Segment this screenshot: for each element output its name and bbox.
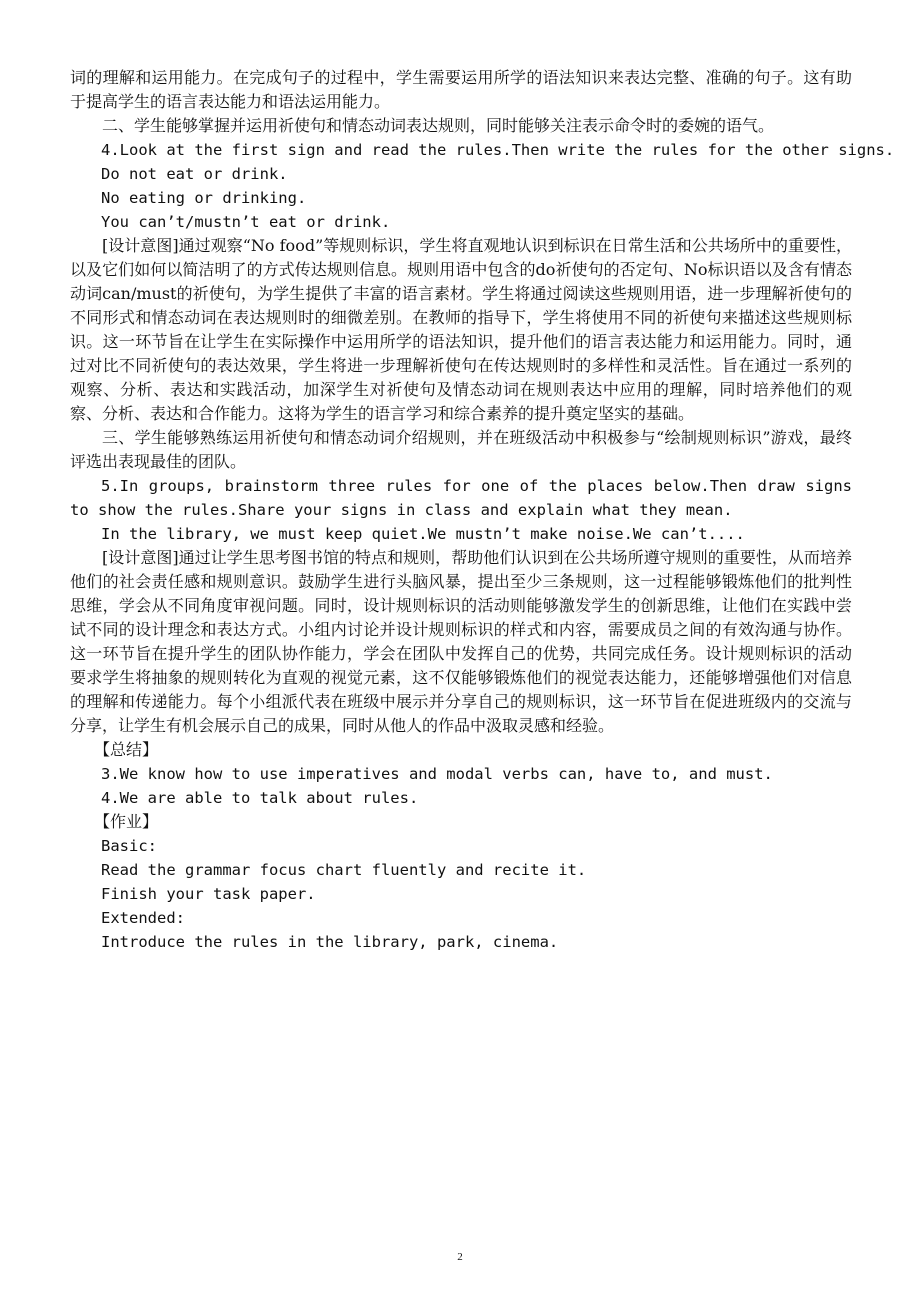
- document-body: [70, 66, 895, 954]
- summary-line-1: 3.We know how to use imperatives and modal verbs can, have to, and must.: [101, 765, 773, 783]
- exercise-four-instruction: 4.Look at the first sign and read the rules.Then write the rules for the other signs.: [101, 141, 895, 159]
- rule-example-1: Do not eat or drink.: [101, 165, 288, 183]
- objective-three: 三、学生能够熟练运用祈使句和情态动词介绍规则，并在班级活动中积极参与“绘制规则标识”游戏，最终评选出表现最佳的团队。: [70, 428, 852, 471]
- summary-line-2: 4.We are able to talk about rules.: [101, 789, 419, 807]
- design-intent-1: [设计意图]通过观察“No food”等规则标识，学生将直观地认识到标识在日常生活和公共场所中的重要性，以及它们如何以简洁明了的方式传达规则信息。规则用语中包含的do祈使句的否定句、No标识语以及含有情态动词can/must的祈使句，为学生提供了丰富的语言素材。学生将通过阅读这些规则用语，进一步理解祈使句的不同形式和情态动词在表达规则时的细微差别。在教师的指导下，学生将使用不同的祈使句来描述这些规则标识。这一环节旨在让学生在实际操作中运用所学的语法知识，提升他们的语言表达能力和运用能力。同时，通过对比不同祈使句的表达效果，学生将进一步理解祈使句在传达规则时的多样性和灵活性。旨在通过一系列的观察、分析、表达和实践活动，加深学生对祈使句及情态动词在规则表达中应用的理解，同时培养他们的观察、分析、表达和合作能力。这将为学生的语言学习和综合素养的提升奠定坚实的基础。: [70, 236, 852, 423]
- objective-two: 二、学生能够掌握并运用祈使句和情态动词表达规则，同时能够关注表示命令时的委婉的语气。: [102, 116, 775, 135]
- library-rule-example: In the library, we must keep quiet.We mustn’t make noise.We can’t....: [101, 525, 745, 543]
- homework-heading: 【作业】: [94, 812, 159, 831]
- design-intent-2: [设计意图]通过让学生思考图书馆的特点和规则，帮助他们认识到在公共场所遵守规则的重要性，从而培养他们的社会责任感和规则意识。鼓励学生进行头脑风暴，提出至少三条规则，这一过程能够锻炼他们的批判性思维，学会从不同角度审视问题。同时，设计规则标识的活动则能够激发学生的创新思维，让他们在实践中尝试不同的设计理念和表达方式。小组内讨论并设计规则标识的样式和内容，需要成员之间的有效沟通与协作。这一环节旨在提升学生的团队协作能力，学会在团队中发挥自己的优势，共同完成任务。设计规则标识的活动要求学生将抽象的规则转化为直观的视觉元素，这不仅能够锻炼他们的视觉表达能力，还能够增强他们对信息的理解和传递能力。每个小组派代表在班级中展示并分享自己的规则标识，这一环节旨在促进班级内的交流与分享，让学生有机会展示自己的成果，同时从他人的作品中汲取灵感和经验。: [70, 548, 852, 735]
- exercise-five-instruction: 5.In groups, brainstorm three rules for one of the places below.Then draw signs to show the rules.Share your signs in class and explain what they mean.: [70, 477, 852, 519]
- paragraph-continuation: 词的理解和运用能力。在完成句子的过程中，学生需要运用所学的语法知识来表达完整、准确的句子。这有助于提高学生的语言表达能力和语法运用能力。: [70, 68, 852, 111]
- homework-extended-1: Introduce the rules in the library, park, cinema.: [101, 933, 559, 951]
- homework-extended-label: Extended:: [101, 909, 185, 927]
- summary-heading: 【总结】: [94, 740, 159, 759]
- rule-example-2: No eating or drinking.: [101, 189, 307, 207]
- homework-basic-2: Finish your task paper.: [101, 885, 316, 903]
- page-number: 2: [457, 1251, 463, 1263]
- homework-basic-1: Read the grammar focus chart fluently and recite it.: [101, 861, 587, 879]
- homework-basic-label: Basic:: [101, 837, 157, 855]
- rule-example-3: You can’t/mustn’t eat or drink.: [101, 213, 391, 231]
